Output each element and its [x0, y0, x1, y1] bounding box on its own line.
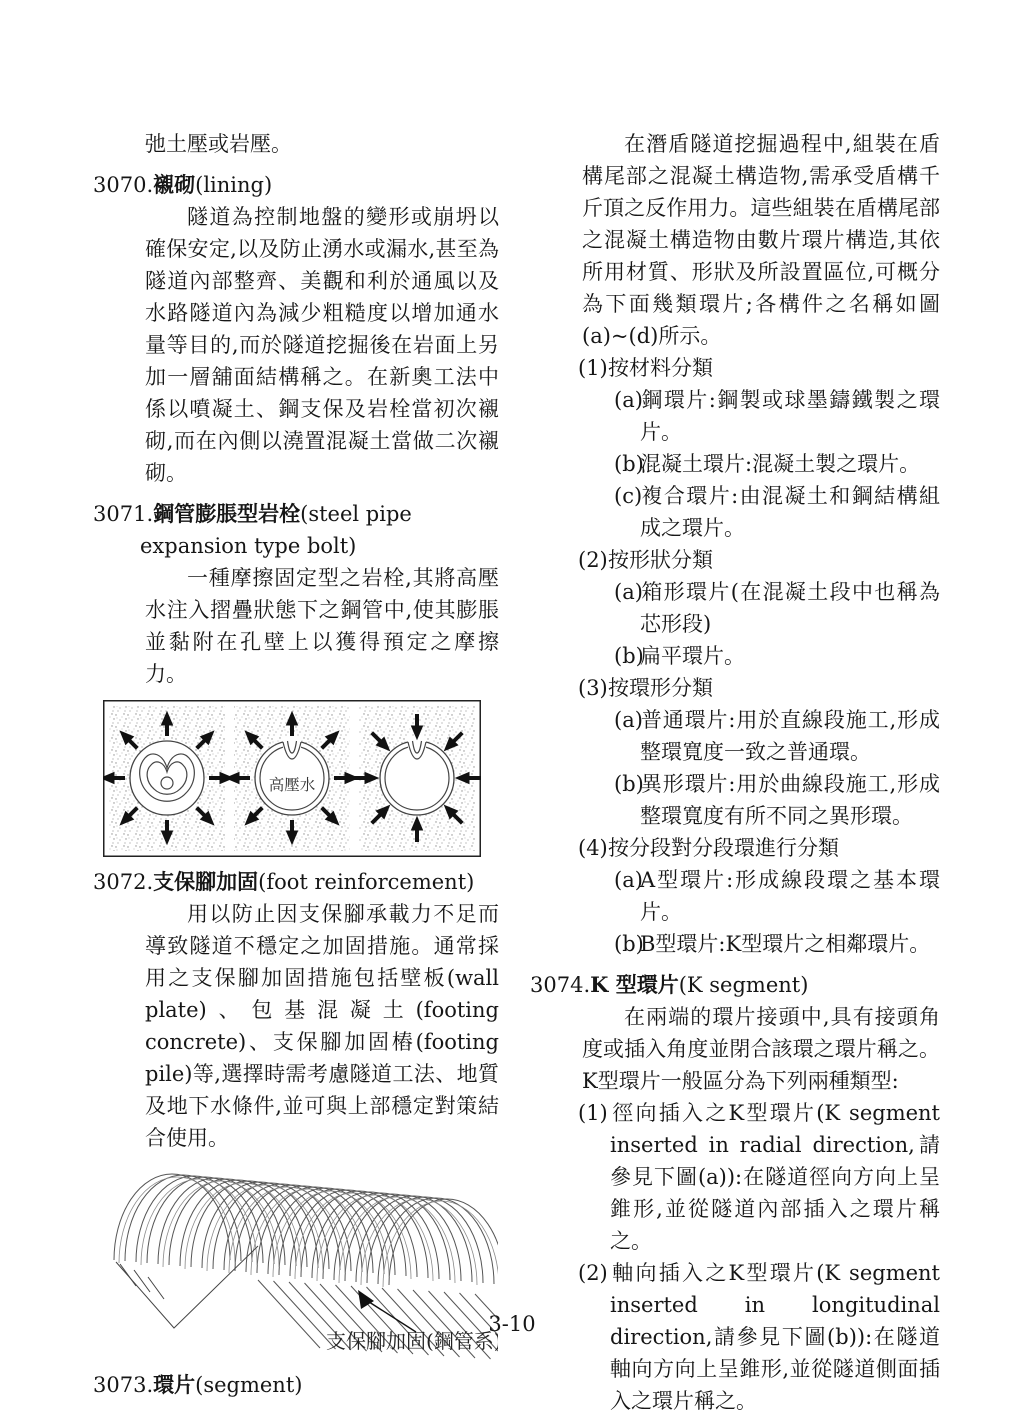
entry-3074-body: 在兩端的環片接頭中,具有接頭角度或插入角度並閉合該環之環片稱之。K型環片一般區分為下列兩種類型: [582, 1005, 940, 1093]
item-text: 軸向插入之K型環片(K segment inserted in longitudinal direction,請參見下圖(b)):在隧道軸向方向上呈錐形,並從隧道側面插入之環片稱之。 [610, 1261, 940, 1413]
entry-term-en: (steel pipe expansion type bolt) [140, 502, 412, 558]
list-label: 按環形分類 [608, 676, 713, 700]
folded-bolt-icon [103, 712, 233, 844]
entry-number: 3071. [93, 502, 154, 526]
entry-term-en: (K segment) [678, 973, 809, 997]
list-label: 按形狀分類 [608, 548, 713, 572]
page-number: 3-10 [488, 1312, 536, 1336]
expansion-bolt-diagram [103, 700, 481, 857]
list-number: (1) [578, 356, 608, 380]
item-text: 徑向插入之K型環片(K segment inserted in radial direction,請參見下圖(a)):在隧道徑向方向上呈錐形,並從隧道內部插入之環片稱之。 [610, 1101, 940, 1253]
k-segment-item-1 [578, 1097, 940, 1257]
entry-3073-heading [93, 1369, 499, 1401]
list-subitem [614, 640, 940, 672]
entry-term-en: (lining) [195, 173, 273, 197]
subitem-number: (b) [614, 932, 644, 956]
subitem-number: (b) [614, 772, 644, 796]
list-item-1 [578, 352, 940, 384]
subitem-text: 扁平環片。 [640, 644, 745, 668]
subitem-number: (a) [614, 708, 643, 732]
list-subitem [614, 864, 940, 928]
subitem-number: (b) [614, 644, 644, 668]
list-number: (2) [578, 1261, 608, 1285]
list-subitem [614, 928, 940, 960]
subitem-number: (a) [614, 388, 643, 412]
entry-number: 3070. [93, 173, 154, 197]
continued-paragraph: 弛土壓或岩壓。 [145, 132, 292, 156]
list-subitem [614, 576, 940, 640]
right-column [530, 128, 940, 1417]
subitem-text: 混凝土環片:混凝土製之環片。 [640, 452, 921, 476]
k-segment-item-2 [578, 1257, 940, 1417]
entry-number: 3072. [93, 870, 154, 894]
entry-3073-body-intro: 在潛盾隧道挖掘過程中,組裝在盾構尾部之混凝土構造物,需承受盾構千斤頂之反作用力。這些組裝在盾構尾部之混凝土構造物由數片環片構造,其依所用材質、形狀及所設置區位,可概分為下面幾類環片;各構件之名稱如圖(a)~(d)所示。 [582, 132, 940, 348]
subitem-number: (a) [614, 868, 643, 892]
entry-term: 支保腳加固 [153, 869, 259, 894]
entry-term: 鋼管膨脹型岩栓 [153, 501, 301, 526]
entry-term-en: (foot reinforcement) [258, 870, 475, 894]
subitem-text: B型環片:K型環片之相鄰環片。 [640, 932, 931, 956]
list-subitem [614, 704, 940, 768]
list-item-3 [578, 672, 940, 704]
entry-3072-body: 用以防止因支保腳承載力不足而導致隧道不穩定之加固措施。通常採用之支保腳加固措施包括壁板(wall plate)、包基混凝土(footing concrete)、支保腳加固樁(footing pile)等,選擇時需考慮隧道工法、地質及地下水條件,並可與上部穩定對策結合使用。 [145, 902, 499, 1150]
figure-expansion-bolt [103, 700, 481, 857]
subitem-number: (a) [614, 580, 643, 604]
entry-3071-heading [93, 498, 499, 562]
list-subitem [614, 768, 940, 832]
list-subitem [614, 480, 940, 544]
subitem-text: 鋼環片:鋼製或球墨鑄鐵製之環片。 [640, 388, 940, 444]
entry-number: 3073. [93, 1373, 154, 1397]
inflated-bolt-icon [353, 714, 481, 842]
list-number: (4) [578, 836, 608, 860]
entry-term-en: (segment) [195, 1373, 303, 1397]
entry-3071-body: 一種摩擦固定型之岩栓,其將高壓水注入摺疊狀態下之鋼管中,使其膨脹並黏附在孔壁上以獲得預定之摩擦力。 [145, 566, 499, 686]
list-label: 按材料分類 [608, 356, 713, 380]
entry-term: 襯砌 [153, 172, 196, 197]
list-subitem [614, 448, 940, 480]
entry-term: K 型環片 [590, 972, 679, 997]
subitem-number: (b) [614, 452, 644, 476]
list-number: (1) [578, 1101, 608, 1125]
list-subitem [614, 384, 940, 448]
subitem-text: 異形環片:用於曲線段施工,形成整環寬度有所不同之異形環。 [640, 772, 940, 828]
entry-3070-heading [93, 169, 499, 201]
pressure-water-label: 高壓水 [268, 776, 316, 794]
subitem-text: 箱形環片(在混凝土段中也稱為芯形段) [640, 580, 940, 636]
inflated-bolt-icon [226, 712, 358, 844]
subitem-number: (c) [614, 484, 643, 508]
list-item-2 [578, 544, 940, 576]
left-column [93, 128, 499, 1401]
list-item-4 [578, 832, 940, 864]
subitem-text: 複合環片:由混凝土和鋼結構組成之環片。 [640, 484, 940, 540]
entry-3072-heading [93, 866, 499, 898]
list-number: (3) [578, 676, 608, 700]
list-number: (2) [578, 548, 608, 572]
entry-3070-body: 隧道為控制地盤的變形或崩坍以確保安定,以及防止湧水或漏水,甚至為隧道內部整齊、美觀和利於通風以及水路隧道內為減少粗糙度以增加通水量等目的,而於隧道挖掘後在岩面上另加一層舖面結構稱之。在新奧工法中係以噴凝土、鋼支保及岩栓當初次襯砌,而在內側以澆置混凝土當做二次襯砌。 [145, 205, 499, 485]
list-label: 按分段對分段環進行分類 [608, 836, 839, 860]
subitem-text: A型環片:形成線段環之基本環片。 [640, 868, 940, 924]
figure-caption: 支保腳加固(鋼管系) [326, 1329, 498, 1353]
entry-term: 環片 [153, 1372, 196, 1397]
subitem-text: 普通環片:用於直線段施工,形成整環寬度一致之普通環。 [640, 708, 940, 764]
entry-3074-heading [530, 969, 940, 1001]
entry-number: 3074. [530, 973, 591, 997]
